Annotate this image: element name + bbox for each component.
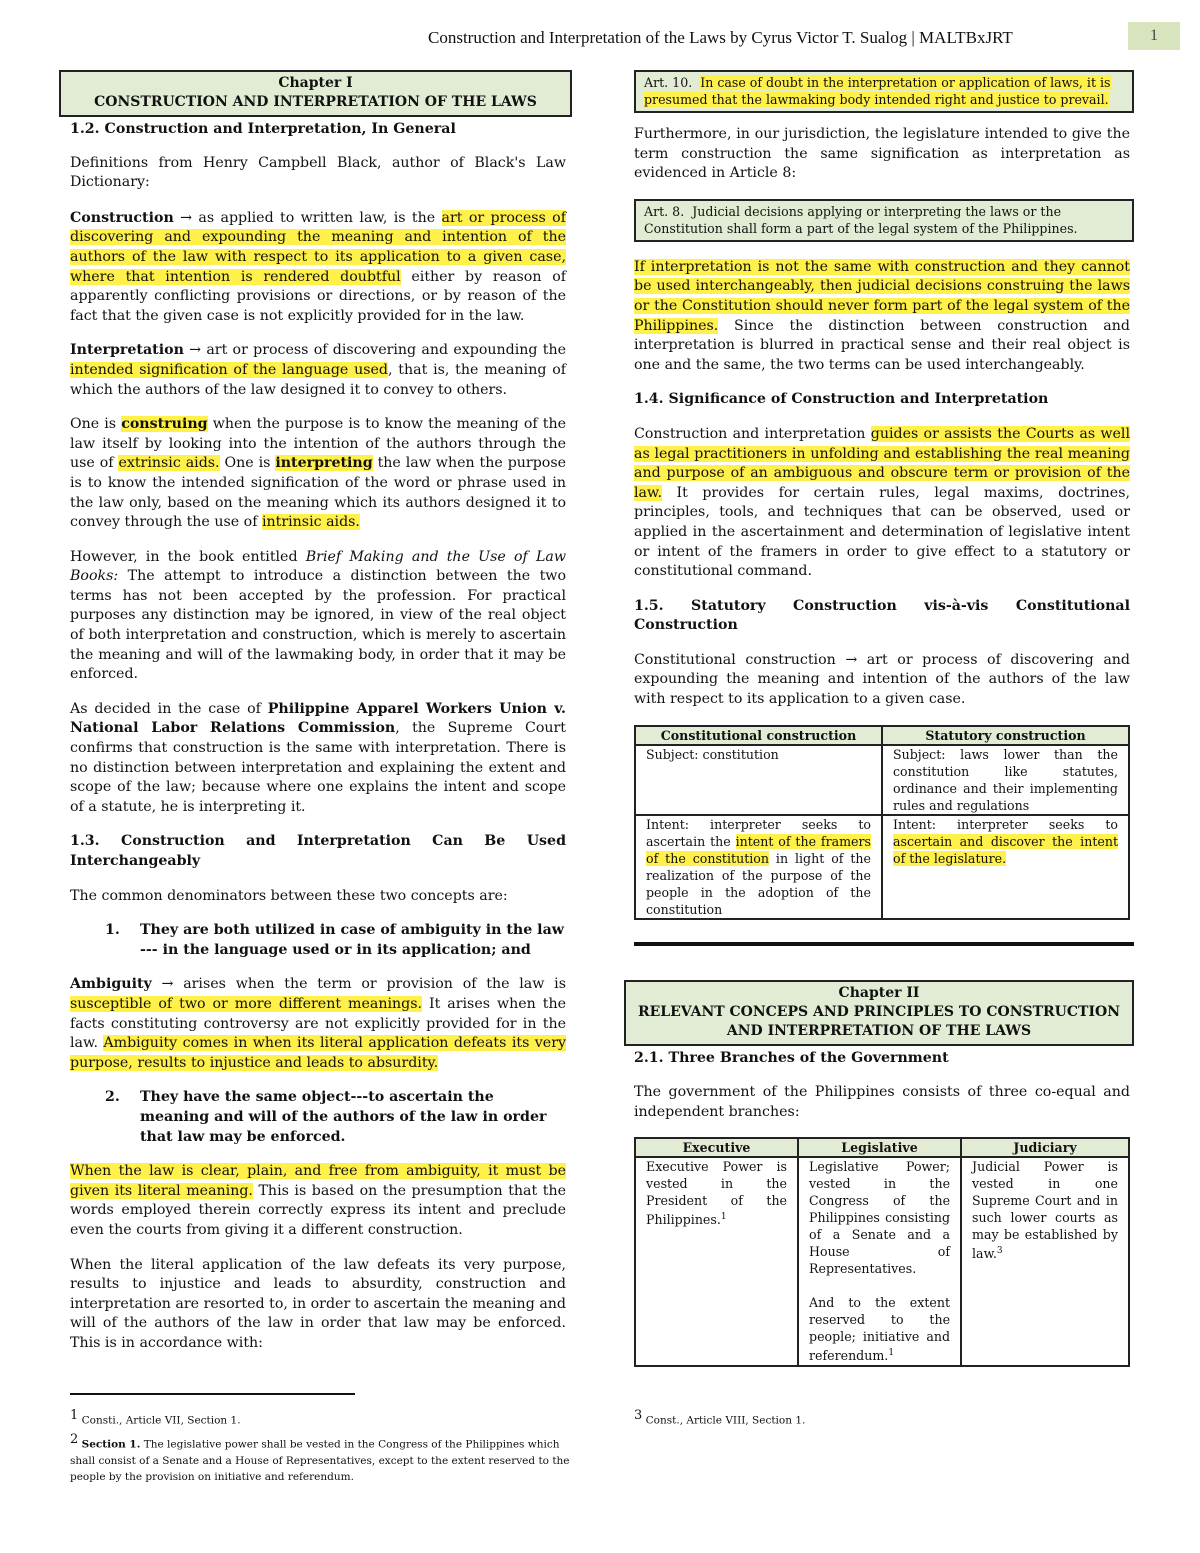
text-span: This is based on the presumption that the words employed therein correctly express its intent and preclude even the courts from giving it a different construction. [70,1182,566,1238]
chapter-2-label: Chapter II [838,984,920,1001]
footnote-ref: 1 [888,1348,895,1359]
table-row [635,745,1129,815]
article-10-label: Art. 10. [644,75,693,90]
clear-law-paragraph [70,1162,566,1240]
table-cell [961,1157,1129,1365]
table-header: Statutory construction [882,726,1129,745]
chapter-1-box [59,70,572,117]
ambiguity-definition [70,975,566,1073]
text-span: in light of the realization of the purpose of the people in the adoption of the constitution [646,850,871,917]
text-span: , the Supreme Court confirms that construction is the same with interpretation. There is no distinction between interpretation and explaining the extent and scope of the law; because where one explains the intent and scope of a statute, he is interpreting it. [70,720,566,815]
interpreting-term: interpreting [275,455,373,472]
footnote-2 [70,1432,570,1485]
footnote-text: The legislative power shall be vested in the Congress of the Philippines which shall consist of a Senate and a House of Representatives, except to the extent reserved to the people by the provision on initiative and referendum. [70,1438,570,1483]
chapter-1-title: CONSTRUCTION AND INTERPRETATION OF THE LAWS [94,94,537,110]
article-8-text: Judicial decisions applying or interpreting the laws or the Constitution shall form a part of the legal system of the Philippines. [644,203,1078,236]
table-cell [635,1157,798,1365]
executive-text: Executive Power is vested in the President of the Philippines. [646,1159,788,1228]
page-header [428,26,1180,50]
definitions-intro: Definitions from Henry Campbell Black, author of Black's Law Dictionary: [70,154,566,191]
footnote-text: Consti., Article VII, Section 1. [81,1414,241,1427]
intrinsic-aids: intrinsic aids. [261,514,360,531]
case-paragraph [70,700,566,818]
cell-highlight: ascertain and discover the intent of the legislature. [893,833,1118,866]
chapter-2-box [624,980,1134,1046]
ambiguity-highlight-2: Ambiguity comes in when its literal application defeats its very purpose, results to injustice and leads to absurdity. [70,1035,566,1071]
construction-highlight: art or process of discovering and expounding the meaning and intention of the authors of the law with respect to its application to a given case, where that intention is rendered doubtful [70,209,566,285]
table-cell: Subject: constitution [635,745,882,815]
text-span: One is [70,416,122,433]
footnote-number: 1 [70,1408,79,1423]
section-1-2-title: 1.2. Construction and Interpretation, In General [70,121,456,137]
text-span: → arises when the term or provision of the law is [151,976,566,993]
footnote-lead: Section 1. [81,1438,141,1451]
cell-highlight: intent of the framers of the constitution [646,833,871,866]
text-span: One is [219,455,276,472]
table-cell [882,815,1129,919]
text-span: And to the extent reserved to the people; initiative and referendum. [809,1295,951,1364]
list-item [70,921,566,960]
table-header: Constitutional construction [635,726,882,745]
significance-highlight: guides or assists the Courts as well as legal practitioners in unfolding and establishing the real meaning and purpose of an ambiguous and obscure term or provision of the law. [634,425,1130,501]
construction-arrow: → as applied to written law, is the [173,209,442,226]
chapter-1-label: Chapter I [278,75,353,91]
table-header-row [635,726,1129,745]
footnote-3 [634,1408,1134,1429]
government-intro: The government of the Philippines consists of three co-equal and independent branches: [634,1084,1130,1120]
interchangeable-paragraph [634,258,1130,376]
legislative-text: Legislative Power; vested in the Congress of the Philippines consisting of a Senate and a House of Representatives. [809,1159,951,1277]
book-title: Brief Making and the Use of Law Books: [70,548,566,585]
construction-term: Construction [70,209,174,226]
interchangeable-highlight: If interpretation is not the same with construction and they cannot be used interchangeably, then judicial decisions construing the laws or the Constitution should never form part of the legal system of the Philippines. [634,258,1130,334]
footnote-ref: 1 [720,1212,727,1223]
construction-rest: either by reason of apparently conflicting provisions or directions, or by reason of the fact that the given case is not explicitly provided for in the law. [70,268,566,324]
text-span: However, in the book entitled [70,548,306,565]
text-span: The attempt to introduce a distinction between the two terms has not been accepted by the profession. For practical purposes any distinction may be ignored, in view of the real object of both interpretation and construction, which is merely to ascertain the meaning and will of the lawmaking body, in order that it may be enforced. [70,568,566,683]
text-span: Construction and interpretation [634,425,871,442]
list-number: 2. [105,1089,120,1106]
table-cell [798,1157,961,1365]
interpretation-rest: , that is, the meaning of which the authors of the law designed it to convey to others. [70,361,566,398]
branches-table [634,1137,1130,1366]
footnote-text: Const., Article VIII, Section 1. [645,1414,806,1427]
table-header: Legislative [798,1138,961,1157]
legislative-extra [809,1294,950,1364]
clear-law-highlight: When the law is clear, plain, and free from ambiguity, it must be given its literal meaning. [70,1163,566,1199]
significance-paragraph [634,425,1130,582]
text-span: It provides for certain rules, legal maxims, doctrines, principles, tools, and techniques that can be observed, used or applied in the ascertainment and determination of legislative intent or intent of the framers in order to give effect to a statutory or constitutional command. [634,484,1130,580]
construing-paragraph [70,415,566,533]
footnote-1 [70,1408,570,1429]
footnote-ref: 3 [996,1246,1003,1257]
common-denominators-intro: The common denominators between these two concepts are: [70,887,508,904]
table-header: Executive [635,1138,798,1157]
text-span: Intent: interpreter seeks to ascertain the [646,816,871,849]
footnote-number: 3 [634,1408,643,1423]
constitutional-construction-definition: Constitutional construction → art or process of discovering and expounding the meaning and intention of the authors of the law with respect to its application to a given case. [634,651,1130,708]
text-span: the law when the purpose is to know the intended signification of the word or phrase used in the law only, based on the meaning which its authors designed it to convey through the use of [70,455,566,531]
chapter-2-title: RELEVANT CONCEPS AND PRINCIPLES TO CONSTRUCTION AND INTERPRETATION OF THE LAWS [637,1003,1120,1039]
table-header-row [635,1138,1129,1157]
ambiguity-highlight-1: susceptible of two or more different meanings. [70,995,423,1012]
header-title: Construction and Interpretation of the Laws by Cyrus Victor T. Sualog | MALTBxJRT [428,28,1013,47]
article-10-box [634,70,1134,113]
section-2-1-title: 2.1. Three Branches of the Government [634,1049,949,1066]
table-cell [635,815,882,919]
interpretation-arrow: → art or process of discovering and expounding the [183,342,566,359]
construing-term: construing [121,416,208,433]
ambiguity-term: Ambiguity [70,976,152,993]
footnote-divider [70,1393,355,1395]
construction-comparison-table [634,725,1130,920]
article-8-box [634,199,1134,242]
construction-definition [70,209,566,327]
page-number: 1 [1128,22,1180,50]
article-8-label: Art. 8. [644,203,685,219]
judiciary-text: Judicial Power is vested in one Supreme Court and in such lower courts as may be established by law. [972,1159,1118,1262]
list-number: 1. [105,922,120,939]
extrinsic-aids: extrinsic aids. [118,455,220,472]
interpretation-term: Interpretation [70,342,184,359]
right-column [634,70,1130,1383]
furthermore-paragraph: Furthermore, in our jurisdiction, the legislature intended to give the term construction the same signification as interpretation as evidenced in Article 8: [634,126,1130,182]
section-divider [634,942,1134,946]
case-name: Philippine Apparel Workers Union v. National Labor Relations Commission [70,700,566,737]
text-span: It arises when the facts constituting controversy are not explicitly provided for in the law. [70,995,567,1052]
section-1-3-title: 1.3. Construction and Interpretation Can Be Used Interchangeably [70,833,566,869]
list-item [70,1088,566,1147]
list-text: They are both utilized in case of ambiguity in the law --- in the language used or in its application; and [140,922,564,958]
interpretation-definition [70,341,566,400]
brief-making-paragraph [70,548,566,685]
section-1-5-title: 1.5. Statutory Construction vis-à-vis Constitutional Construction [634,597,1130,634]
list-text: They have the same object---to ascertain the meaning and will of the authors of the law in order that law may be enforced. [140,1089,547,1145]
footnote-number: 2 [70,1432,79,1447]
table-header: Judiciary [961,1138,1129,1157]
text-span: when the purpose is to know the meaning of the law itself by looking into the intention of the authors through the use of [70,416,566,472]
text-span: As decided in the case of [70,700,268,717]
article-10-text: In case of doubt in the interpretation or application of laws, it is presumed that the lawmaking body intended right and justice to prevail. [644,75,1111,107]
section-1-4-title: 1.4. Significance of Construction and Interpretation [634,391,1049,408]
table-row [635,1157,1129,1365]
left-column [70,70,566,1368]
table-cell: Subject: laws lower than the constitution like statutes, ordinance and their implementing rules and regulations [882,745,1129,815]
interpretation-highlight: intended signification of the language used [70,361,388,378]
table-row [635,815,1129,919]
text-span: Since the distinction between construction and interpretation is blurred in practical sense and their real object is one and the same, the two terms can be used interchangeably. [634,317,1130,373]
text-span: Intent: interpreter seeks to [893,816,1118,832]
literal-application-paragraph: When the literal application of the law defeats its very purpose, results to injustice and leads to absurdity, construction and interpretation are resorted to, in order to ascertain the meaning and will of the authors of the law in order that law may be enforced. This is in accordance with: [70,1256,566,1351]
